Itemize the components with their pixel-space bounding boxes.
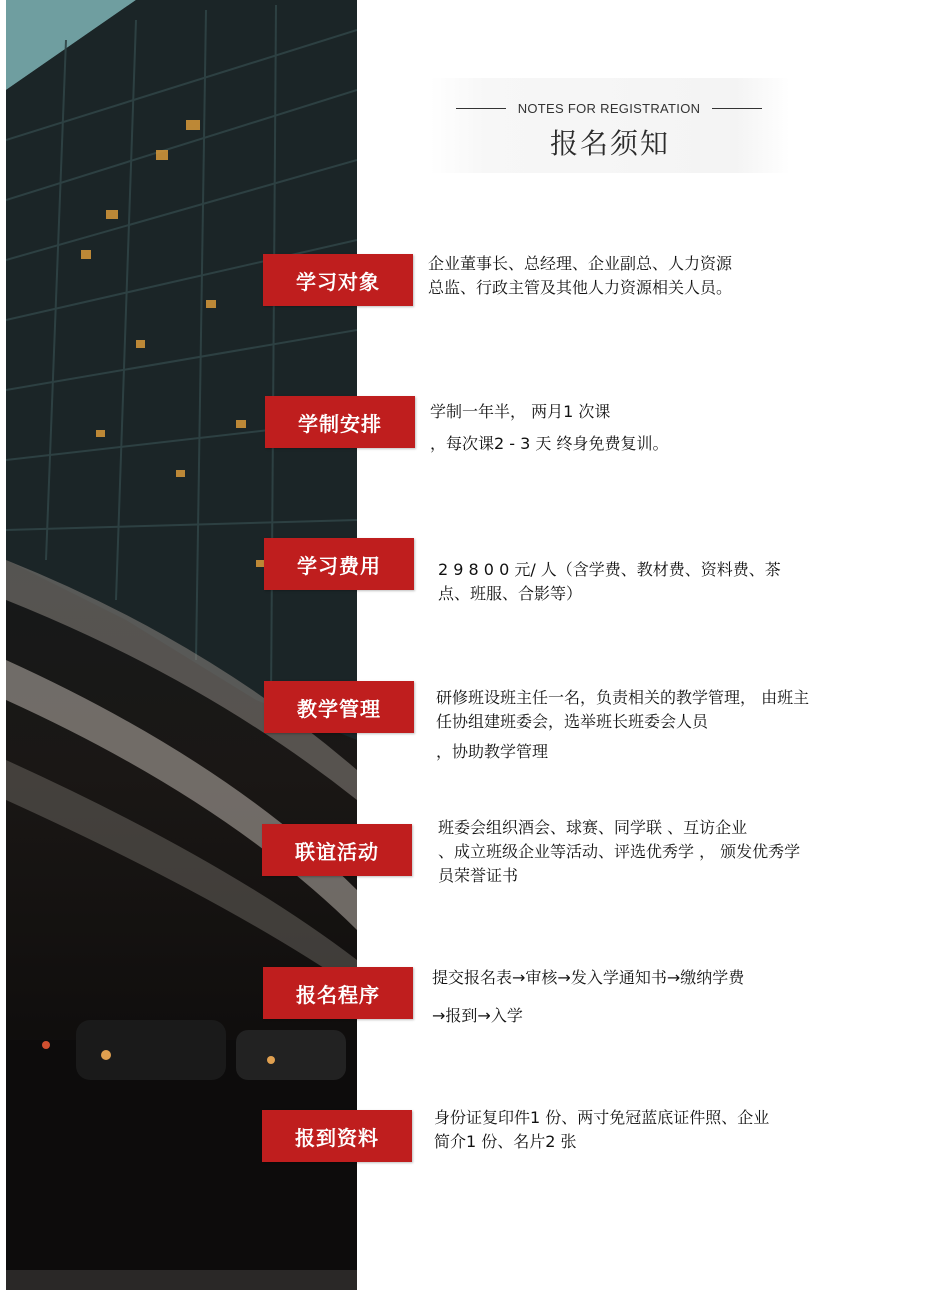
desc-line: 班委会组织酒会、球赛、同学联 、互访企业 bbox=[438, 818, 748, 837]
desc-line: 企业董事长、总经理、企业副总、人力资源 bbox=[428, 254, 733, 273]
desc-line: 学制一年半， 两月1 次课 bbox=[430, 402, 611, 421]
desc-line: 提交报名表→审核→发入学通知书→缴纳学费 bbox=[432, 968, 745, 987]
label-registration-process: 报名程序 bbox=[263, 967, 413, 1019]
desc-line: 点、班服、合影等） bbox=[438, 584, 583, 603]
desc-fees bbox=[438, 558, 781, 606]
desc-study-target bbox=[428, 252, 732, 300]
label-study-target: 学习对象 bbox=[263, 254, 413, 306]
subtitle-row bbox=[454, 98, 764, 118]
desc-line: ，每次课2 - 3 天 终身免费复训。 bbox=[430, 434, 669, 453]
tower-facade bbox=[6, 0, 357, 740]
label-schedule: 学制安排 bbox=[265, 396, 415, 448]
label-fees: 学习费用 bbox=[264, 538, 414, 590]
label-registration-documents: 报到资料 bbox=[262, 1110, 412, 1162]
building-photo bbox=[6, 0, 357, 1290]
desc-line: 总监、行政主管及其他人力资源相关人员。 bbox=[428, 278, 733, 297]
desc-line: 2 9 8 0 0 元/ 人（含学费、教材费、资料费、茶 bbox=[438, 560, 781, 579]
label-teaching-management: 教学管理 bbox=[264, 681, 414, 733]
desc-line: 任协组建班委会，选举班长班委会人员 bbox=[436, 712, 709, 731]
desc-schedule bbox=[430, 400, 668, 456]
desc-registration-documents bbox=[434, 1106, 769, 1154]
subtitle-left-rule bbox=[456, 108, 506, 109]
desc-social-activities bbox=[438, 816, 800, 888]
desc-line: →报到→入学 bbox=[432, 1006, 523, 1025]
building-photo-graphic bbox=[6, 0, 357, 1290]
street-cars bbox=[42, 1020, 346, 1080]
label-social-activities: 联谊活动 bbox=[262, 824, 412, 876]
desc-registration-process bbox=[432, 966, 744, 1028]
header-subtitle: NOTES FOR REGISTRATION bbox=[517, 100, 701, 116]
page-title: 报名须知 bbox=[549, 127, 670, 160]
desc-line: 员荣誉证书 bbox=[438, 866, 519, 885]
desc-line: 身份证复印件1 份、两寸免冠蓝底证件照、企业 bbox=[434, 1108, 770, 1127]
desc-line: ，协助教学管理 bbox=[436, 742, 549, 761]
desc-line: 、成立班级企业等活动、评选优秀学 ， 颁发优秀学 bbox=[438, 842, 801, 861]
desc-teaching-management bbox=[436, 686, 809, 764]
desc-line: 研修班设班主任一名，负责相关的教学管理， 由班主 bbox=[436, 688, 810, 707]
desc-line: 简介1 份、名片2 张 bbox=[434, 1132, 577, 1151]
notes-header bbox=[430, 78, 790, 173]
subtitle-right-rule bbox=[712, 108, 762, 109]
